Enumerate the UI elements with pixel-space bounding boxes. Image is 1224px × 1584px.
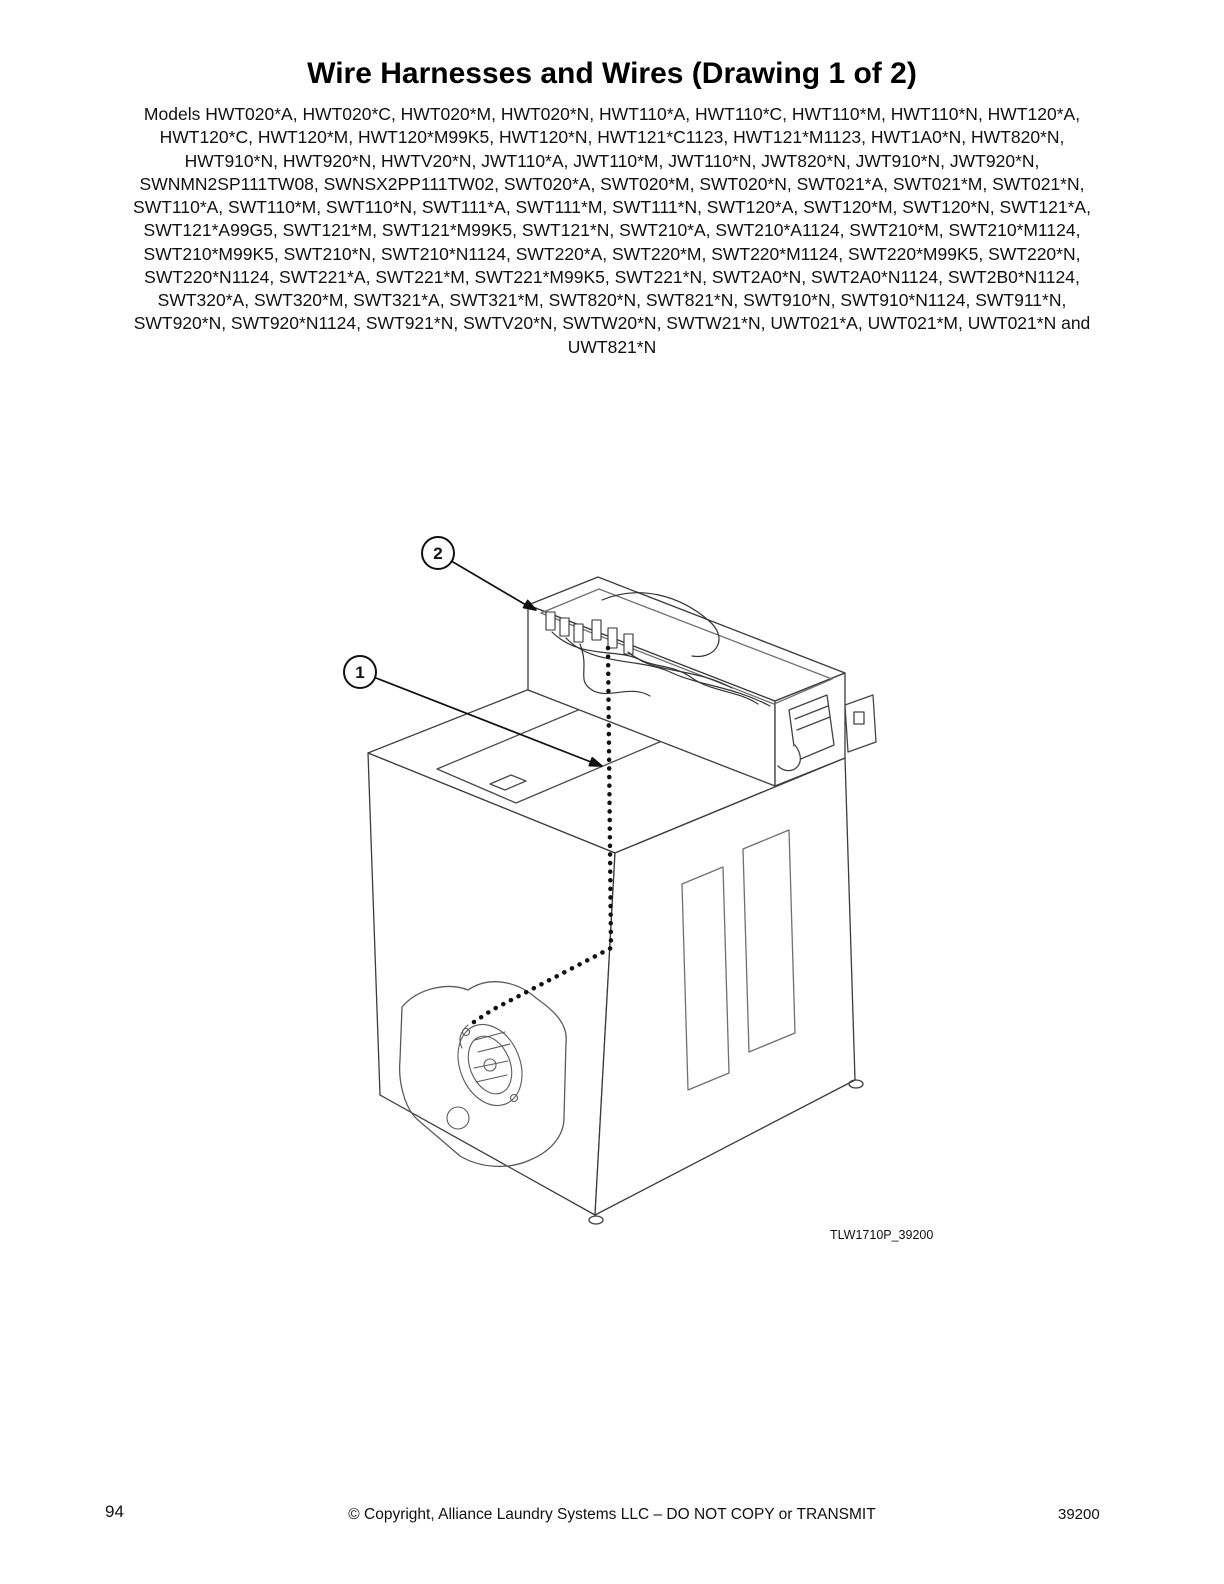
doc-number: 39200: [1058, 1506, 1100, 1523]
figure-area: [340, 520, 950, 1260]
figure-code: TLW1710P_39200: [830, 1228, 934, 1242]
callout-1: [344, 656, 376, 688]
callout-1-label: 1: [355, 663, 365, 682]
page-title: Wire Harnesses and Wires (Drawing 1 of 2): [307, 57, 917, 90]
leveling-foot-front: [589, 1216, 603, 1224]
washer-illustration: [340, 520, 950, 1260]
copyright-text: © Copyright, Alliance Laundry Systems LLC – DO NOT COPY or TRANSMIT: [348, 1506, 876, 1523]
callout-2: [422, 537, 454, 569]
models-list: Models HWT020*A, HWT020*C, HWT020*M, HWT020*N, HWT110*A, HWT110*C, HWT110*M, HWT110*N, HWT120*A, HWT120*C, HWT120*M, HWT120*M99K5, HWT120*N, HWT121*C1123, HWT121*M1123, HWT1A0*N, HWT820*N, HWT910*N, HWT920*N, HWTV20*N, JWT110*A, JWT110*M, JWT110*N, JWT820*N, JWT910*N, JWT920*N, SWNMN2SP111TW08, SWNSX2PP111TW02, SWT020*A, SWT020*M, SWT020*N, SWT021*A, SWT021*M, SWT021*N, SWT110*A, SWT110*M, SWT110*N, SWT111*A, SWT111*M, SWT111*N, SWT120*A, SWT120*M, SWT120*N, SWT121*A, SWT121*A99G5, SWT121*M, SWT121*M99K5, SWT121*N, SWT210*A, SWT210*A1124, SWT210*M, SWT210*M1124, SWT210*M99K5, SWT210*N, SWT210*N1124, SWT220*A, SWT220*M, SWT220*M1124, SWT220*M99K5, SWT220*N, SWT220*N1124, SWT221*A, SWT221*M, SWT221*M99K5, SWT221*N, SWT2A0*N, SWT2A0*N1124, SWT2B0*N1124, SWT320*A, SWT320*M, SWT321*A, SWT321*M, SWT820*N, SWT821*N, SWT910*N, SWT910*N1124, SWT911*N, SWT920*N, SWT920*N1124, SWT921*N, SWTV20*N, SWTW20*N, SWTW21*N, UWT021*A, UWT021*M, UWT021*N and UWT821*N: [133, 104, 1091, 357]
page-number: 94: [105, 1502, 124, 1521]
mounting-bracket: [845, 695, 876, 752]
callout-2-leader: [453, 562, 526, 605]
callout-2-label: 2: [433, 544, 443, 563]
leveling-foot-right: [849, 1080, 863, 1088]
